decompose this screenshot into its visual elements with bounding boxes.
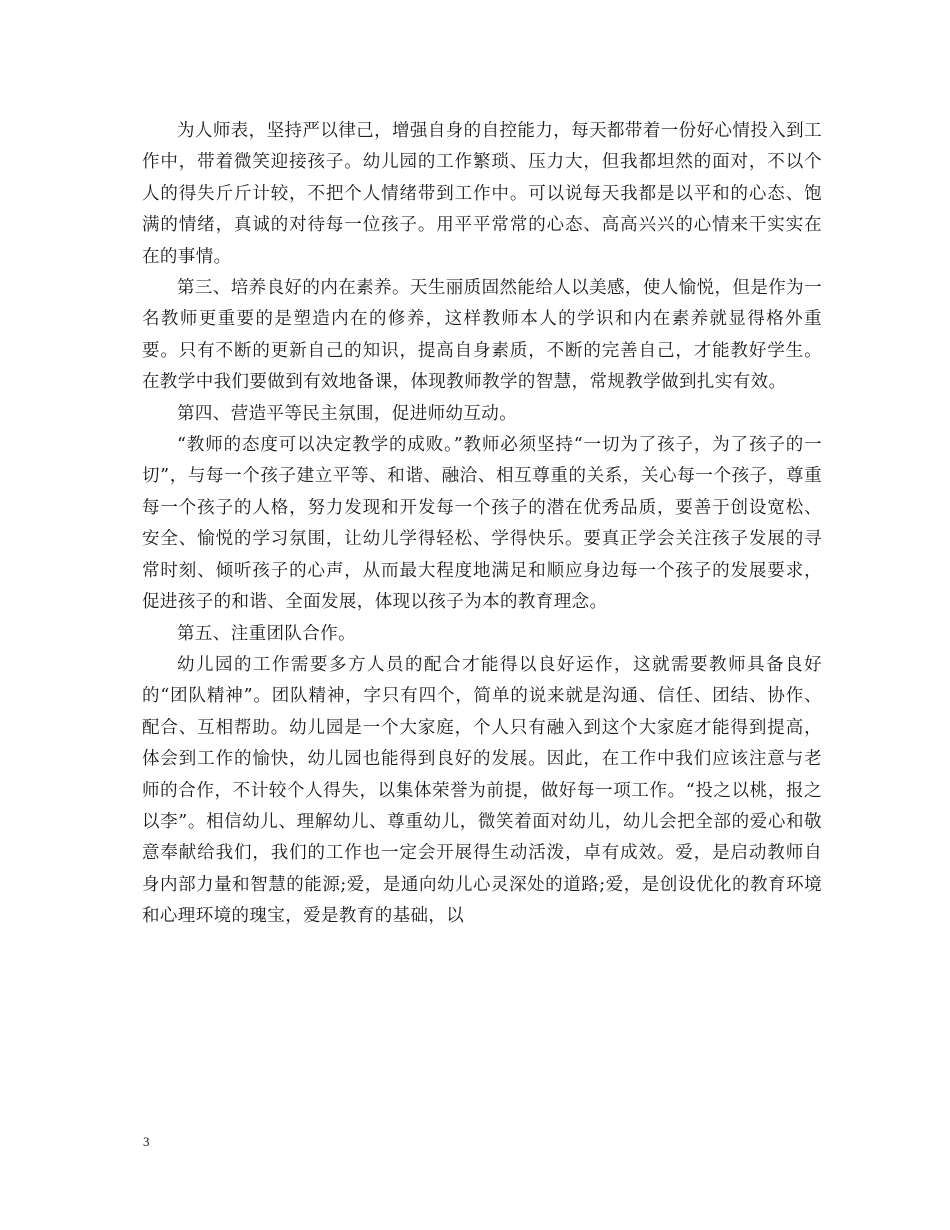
- paragraph-heading-democratic-atmosphere: 第四、营造平等民主氛围，促进师幼互动。: [177, 403, 518, 424]
- paragraph-teamwork: 幼儿园的工作需要多方人员的配合才能得以良好运作，这就需要教师具备良好的“团队精神”。团队精神，字只有四个，简单的说来就是沟通、信任、团结、协作、配合、互相帮助。幼儿园是一个大家庭，个人只有融入到这个大家庭才能得到提高，体会到工作的愉快，幼儿园也能得到良好的发展。因此，在工作中我们应该注意与老师的合作，不计较个人得失，以集体荣誉为前提，做好每一项工作。“投之以桃，报之以李”。相信幼儿、理解幼儿、尊重幼儿，微笑着面对幼儿，幼儿会把全部的爱心和敬意奉献给我们，我们的工作也一定会开展得生动活泼，卓有成效。爱，是启动教师自身内部力量和智慧的能源;爱，是通向幼儿心灵深处的道路;爱，是创设优化的教育环境和心理环境的瑰宝，爱是教育的基础，以: [142, 654, 822, 927]
- page-number: 3: [143, 1134, 150, 1149]
- paragraph-inner-quality: 第三、培养良好的内在素养。天生丽质固然能给人以美感，使人愉悦，但是作为一名教师更重要的是塑造内在的修养，这样教师本人的学识和内在素养就显得格外重要。只有不断的更新自己的知识，提高自身素质，不断的完善自己，才能教好学生。在教学中我们要做到有效地备课，体现教师教学的智慧，常规教学做到扎实有效。: [142, 278, 822, 393]
- paragraph-self-discipline: 为人师表，坚持严以律己，增强自身的自控能力，每天都带着一份好心情投入到工作中，带着微笑迎接孩子。幼儿园的工作繁琐、压力大，但我都坦然的面对，不以个人的得失斤斤计较，不把个人情绪带到工作中。可以说每天我都是以平和的心态、饱满的情绪，真诚的对待每一位孩子。用平平常常的心态、高高兴兴的心情来干实实在在的事情。: [142, 121, 822, 267]
- paragraph-heading-teamwork: 第五、注重团队合作。: [177, 623, 356, 644]
- paragraph-teacher-attitude: “教师的态度可以决定教学的成败。”教师必须坚持“一切为了孩子，为了孩子的一切”，与每一个孩子建立平等、和谐、融洽、相互尊重的关系，关心每一个孩子，尊重每一个孩子的人格，努力发现和开发每一个孩子的潜在优秀品质，要善于创设宽松、安全、愉悦的学习氛围，让幼儿学得轻松、学得快乐。要真正学会关注孩子发展的寻常时刻、倾听孩子的心声，从而最大程度地满足和顺应身边每一个孩子的发展要求，促进孩子的和谐、全面发展，体现以孩子为本的教育理念。: [142, 435, 822, 613]
- document-body: [142, 116, 822, 933]
